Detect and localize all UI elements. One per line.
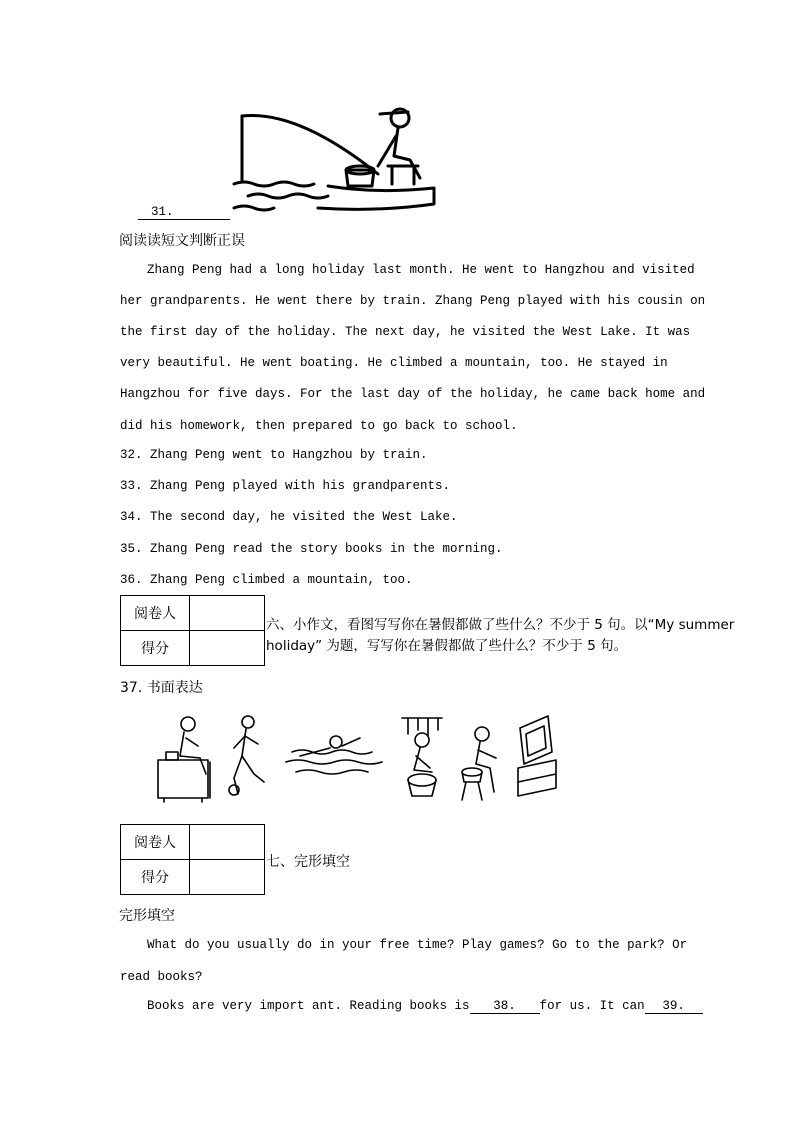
- question-31-number: 31.: [151, 205, 174, 219]
- cloze-line-1: What do you usually do in your free time? Play games? Go to the park? Or: [147, 938, 688, 952]
- score-label: 得分: [121, 631, 190, 666]
- cloze-line-2: read books?: [120, 970, 203, 984]
- score-label: 得分: [121, 860, 190, 895]
- reading-at-desk-picture: [158, 717, 210, 802]
- score-cell[interactable]: [190, 631, 265, 666]
- cloze-text-a: Books are very import ant. Reading books is: [147, 999, 470, 1013]
- section-7-heading: 完形填空: [119, 908, 175, 924]
- section-7-title: 七、完形填空: [266, 854, 350, 870]
- reviewer-label: 阅卷人: [121, 825, 190, 860]
- playing-football-picture: [229, 716, 264, 795]
- swimming-picture: [286, 736, 382, 774]
- paragraph-line: the first day of the holiday. The next day, he visited the West Lake. It was: [120, 325, 691, 339]
- statement-34: 34. The second day, he visited the West Lake.: [120, 510, 458, 524]
- paragraph-line: Hangzhou for five days. For the last day of the holiday, he came back home and: [120, 387, 706, 401]
- cloze-line-3: [147, 999, 703, 1014]
- reviewer-cell[interactable]: [190, 596, 265, 631]
- playing-drum-picture: [462, 727, 496, 800]
- reviewer-cell[interactable]: [190, 825, 265, 860]
- paragraph-line: did his homework, then prepared to go back to school.: [120, 419, 518, 433]
- score-cell[interactable]: [190, 860, 265, 895]
- paragraph-line: her grandparents. He went there by train. Zhang Peng played with his cousin on: [120, 294, 706, 308]
- washing-clothes-picture: [402, 718, 442, 796]
- statement-33: 33. Zhang Peng played with his grandparents.: [120, 479, 451, 493]
- reading-heading: 阅读读短文判断正误: [119, 233, 245, 249]
- score-box-section-7: [120, 824, 265, 895]
- statement-32: 32. Zhang Peng went to Hangzhou by train.: [120, 448, 428, 462]
- question-37-label: 37. 书面表达: [120, 680, 203, 696]
- blank-39[interactable]: 39.: [645, 999, 703, 1014]
- statement-36: 36. Zhang Peng climbed a mountain, too.: [120, 573, 413, 587]
- summer-activities-pictures: [150, 712, 562, 804]
- blank-38[interactable]: 38.: [470, 999, 540, 1014]
- section-6-instruction-line1: 六、小作文，看图写写你在暑假都做了些什么？不少于 5 句。以“My summer: [266, 617, 735, 633]
- section-6-instruction-line2: holiday” 为题，写写你在暑假都做了些什么？不少于 5 句。: [266, 638, 628, 654]
- statement-35: 35. Zhang Peng read the story books in the morning.: [120, 542, 503, 556]
- paragraph-line: Zhang Peng had a long holiday last month. He went to Hangzhou and visited: [147, 263, 695, 277]
- watching-tv-picture: [518, 716, 556, 796]
- score-box-section-6: [120, 595, 265, 666]
- cloze-text-b: for us. It can: [539, 999, 645, 1013]
- fishing-picture: [228, 104, 440, 216]
- paragraph-line: very beautiful. He went boating. He climbed a mountain, too. He stayed in: [120, 356, 668, 370]
- question-31-blank: [138, 205, 230, 220]
- reviewer-label: 阅卷人: [121, 596, 190, 631]
